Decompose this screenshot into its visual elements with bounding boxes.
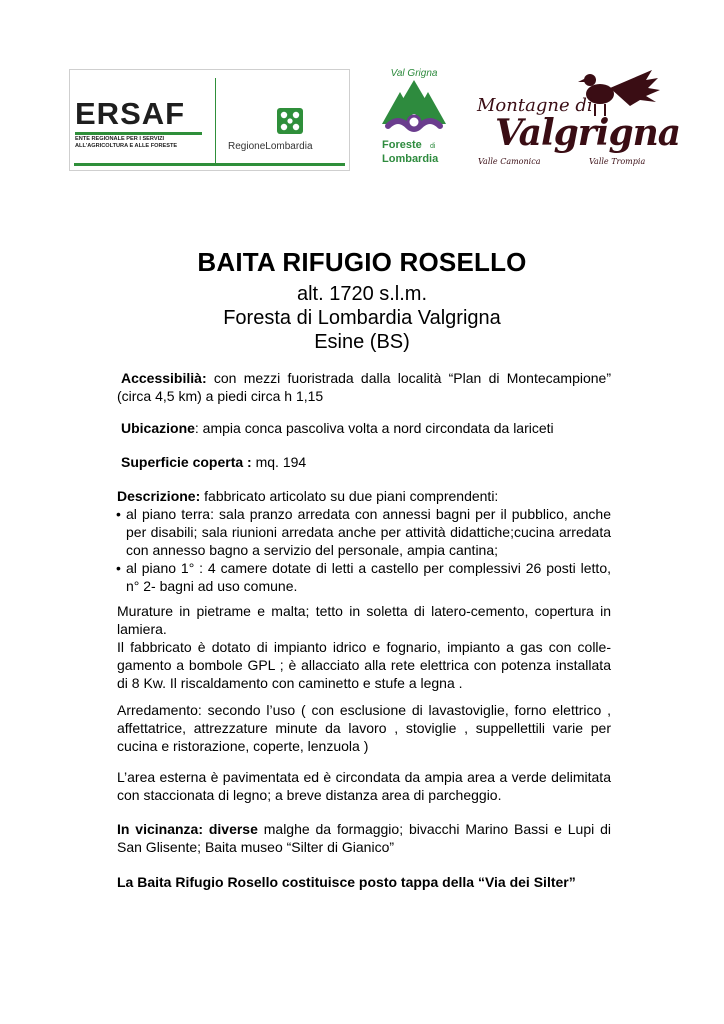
ersaf-wordmark: ERSAF: [75, 96, 186, 131]
murature-paragraph: Murature in pietrame e malta; tetto in soletta di latero-cemento, copertura in lamiera.: [117, 603, 611, 637]
descrizione-list: [117, 505, 611, 595]
impianti-paragraph: Il fabbricato è dotato di impianto idrico e fognario, impianto a gas con collegamento a bombole GPL ; è allacciato alla rete elettrica con potenza installata di 8 Kw. Il riscaldamento con caminetto e stufe a legna .: [117, 639, 611, 691]
location: Esine (BS): [314, 331, 410, 353]
foreste-line2: Lombardia: [382, 153, 439, 165]
foreste-lombardia-logo: [374, 64, 454, 172]
conclusione-paragraph: La Baita Rifugio Rosello costituisce posto tappa della “Via dei Silter”: [117, 874, 576, 890]
regione-lombardia-text: RegioneLombardia: [228, 141, 313, 152]
ersaf-subtitle: ENTE REGIONALE PER I SERVIZI ALL'AGRICOLTURA E ALLE FORESTE: [75, 136, 178, 149]
list-item: • al piano 1° : 4 camere dotate di letti a castello per complessivi 26 posti letto, n° 2- bagni ad uso comune.: [117, 559, 611, 595]
montagne-di-text: Montagne di: [477, 95, 593, 116]
valle-camonica-text: Valle Camonica: [478, 157, 541, 166]
area-esterna-paragraph: L’area esterna è pavimentata ed è circondata da ampia area a verde delimitata con staccionata di legno; a breve distanza area di parcheggio.: [117, 769, 611, 803]
valgrigna-wordmark: Valgrigna: [495, 112, 681, 154]
list-item: • al piano terra: sala pranzo arredata con annessi bagni per il pubblico, anche per disabili; sala riunioni arredata anche per attività didattiche;cucina arredata con annesso bagno a servizio del personale, ampia cantina;: [117, 505, 611, 559]
logo-divider: [215, 78, 216, 164]
foreste-di: di: [430, 143, 436, 150]
descrizione-block: [117, 487, 611, 595]
regione-lombardia-rose-icon: [277, 108, 303, 134]
arredamento-paragraph: Arredamento: secondo l’uso ( con esclusione di lavastoviglie, forno elettrico , affettatrice, attrezzature minute da lavoro , stoviglie , suppellettili varie per cucina e ristorazione, coperte, lenzuola ): [117, 702, 611, 754]
ubicazione-paragraph: Ubicazione: ampia conca pascoliva volta a nord circondata da lariceti: [121, 420, 554, 436]
superficie-paragraph: Superficie coperta : mq. 194: [121, 454, 307, 470]
foreste-top-text: Val Grigna: [390, 68, 438, 79]
logo-bottom-rule: [74, 163, 345, 166]
page-title: BAITA RIFUGIO ROSELLO: [197, 247, 527, 277]
accessibilita-paragraph: Accessibilià: con mezzi fuoristrada dalla località “Plan di Montecampione” (circa 4,5 km) a piedi circa h 1,15: [117, 370, 611, 404]
altitude: alt. 1720 s.l.m.: [296, 283, 428, 305]
forest-name: Foresta di Lombardia Valgrigna: [223, 307, 501, 329]
vicinanza-paragraph: In vicinanza: diverse malghe da formaggio; bivacchi Marino Bassi e Lupi di San Glisente; Baita museo “Silter di Gianico”: [117, 821, 611, 855]
ersaf-regione-logo: [69, 69, 350, 171]
foreste-line1: Foreste: [382, 139, 422, 151]
descrizione-intro: Descrizione: fabbricato articolato su due piani comprendenti:: [117, 488, 499, 504]
ersaf-rule: [75, 132, 202, 135]
valle-trompia-text: Valle Trompia: [589, 157, 646, 166]
